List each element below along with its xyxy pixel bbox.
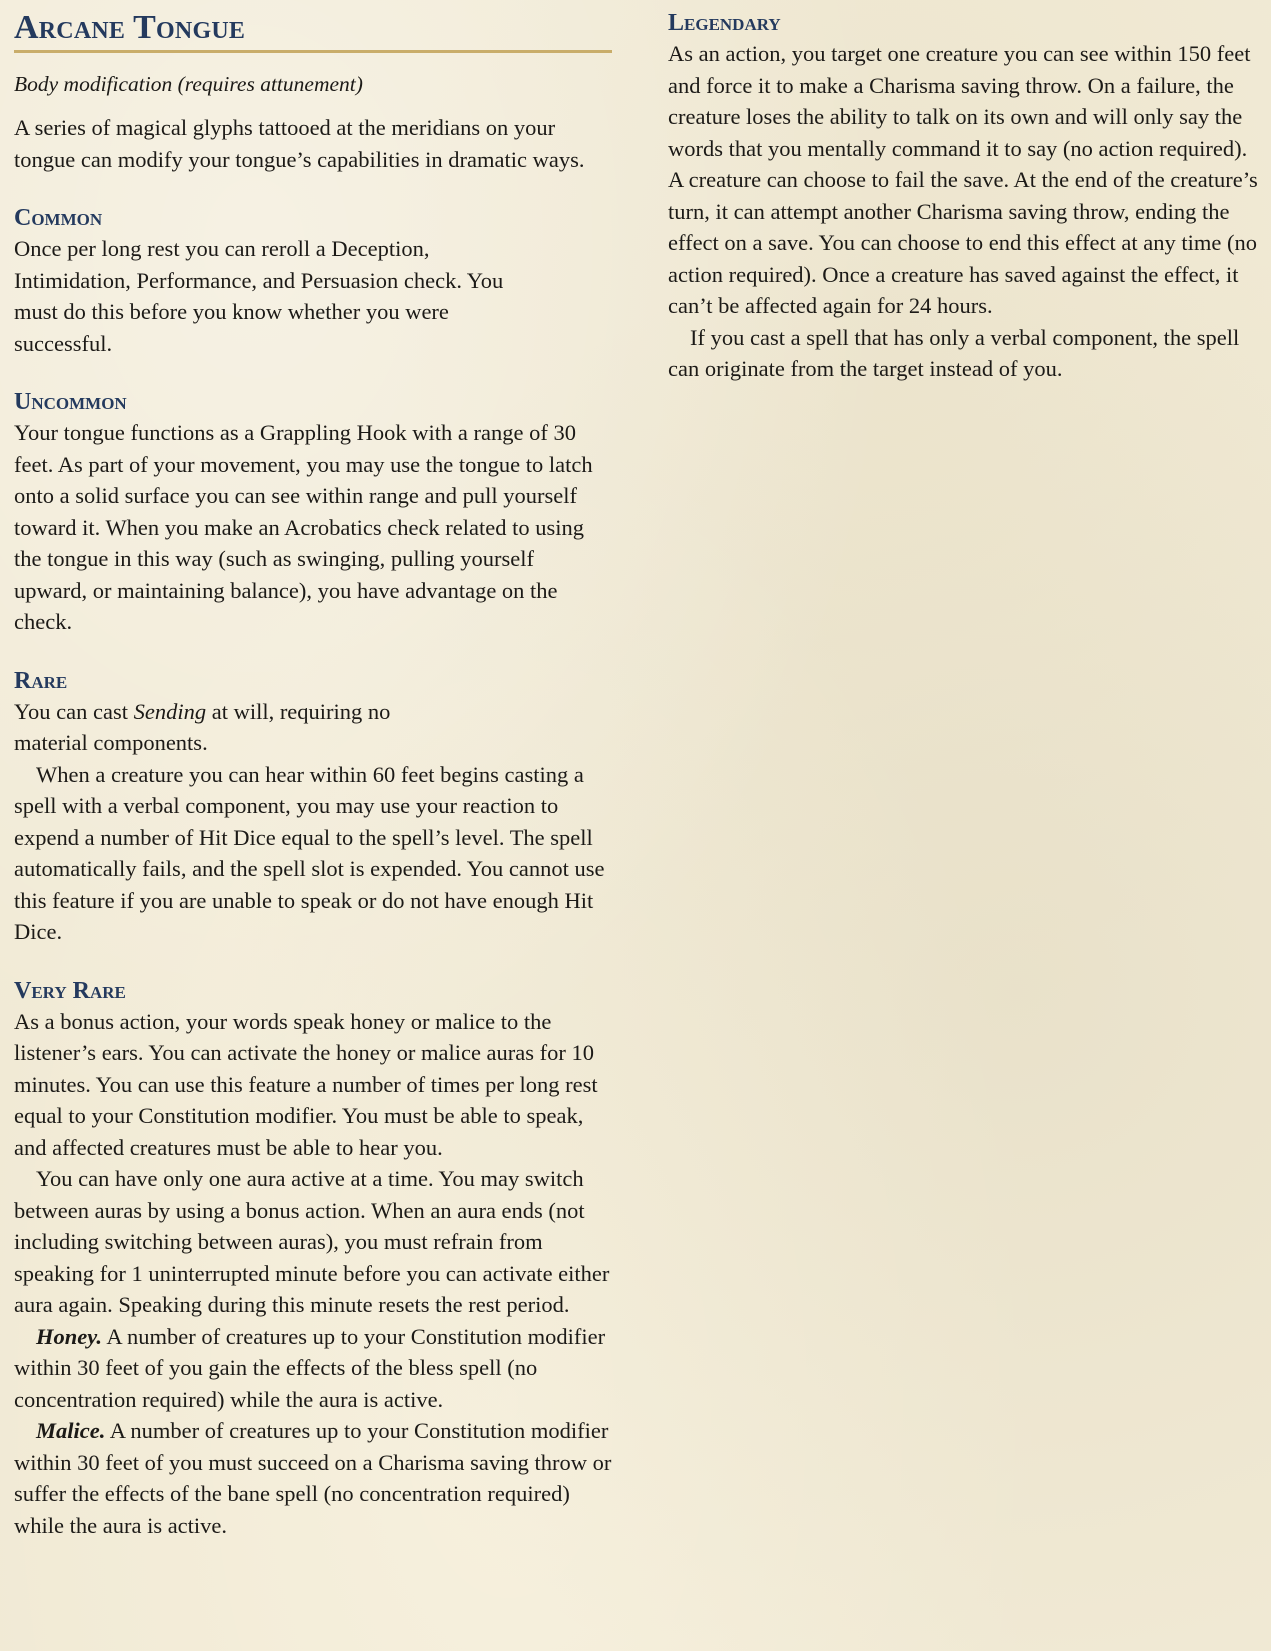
section-heading-common: Common [14, 205, 103, 231]
honey-term: Honey. [36, 1323, 103, 1349]
honey-text: A number of creatures up to your Constitution modifier within 30 feet of you gain the effects of the bless spell (no concentration required) while the aura is active. [14, 1323, 606, 1412]
uncommon-paragraph: Your tongue functions as a Grappling Hook with a range of 30 feet. As part of your movement, you may use the tongue to latch onto a solid surface you can see within range and pull yourself toward it. When you make an Acrobatics check related to using the tongue in this way (such as swinging, pulling yourself upward, or maintaining balance), you have advantage on the check. [14, 420, 593, 634]
right-column [668, 0, 1266, 385]
section-heading-legendary: Legendary [668, 10, 781, 36]
malice-aura-paragraph [14, 1415, 612, 1541]
malice-text: A number of creatures up to your Constitution modifier within 30 feet of you must succeed on a Charisma saving throw or suffer the effects of the bane spell (no concentration required) while the aura is active. [14, 1418, 612, 1538]
sending-spell-name: Sending [133, 698, 207, 724]
malice-term: Malice. [36, 1418, 106, 1443]
common-paragraph: Once per long rest you can reroll a Deception, Intimidation, Performance, and Persuasion check. You must do this before you know whether you were successful. [14, 236, 504, 356]
very-rare-paragraph-2: You can have only one aura active at a time. You may switch between auras by using a bonus action. When an aura ends (not including switching between auras), you must refrain from speaking for 1 uninterrupted minute before you can activate either aura again. Speaking during this minute resets the rest period. [14, 1166, 610, 1317]
section-heading-rare: Rare [14, 667, 68, 694]
left-column [14, 0, 612, 1541]
item-subtitle: Body modification (requires attunement) [14, 72, 363, 96]
rare-paragraph-2: When a creature you can hear within 60 feet begins casting a spell with a verbal component, you may use your reaction to expend a number of Hit Dice equal to the spell’s level. The spell automatically fails, and the spell slot is expended. You cannot use this feature if you are unable to speak or do not have enough Hit Dice. [14, 761, 605, 944]
section-legendary [668, 8, 1266, 385]
rare-paragraph-1 [14, 696, 434, 759]
section-common [14, 203, 612, 359]
rare-text-before: You can cast [14, 698, 134, 724]
section-heading-very-rare: Very Rare [14, 977, 126, 1004]
section-very-rare [14, 976, 612, 1542]
legendary-paragraph-1: As an action, you target one creature you can see within 150 feet and force it to make a Charisma saving throw. On a failure, the creature loses the ability to talk on its own and will only say the words that you mentally command it to say (no action required). A creature can choose to fail the save. At the end of the creature’s turn, it can attempt another Charisma saving throw, ending the effect on a save. You can choose to end this effect at any time (no action required). Once a creature has saved against the effect, it can’t be affected again for 24 hours. [668, 41, 1258, 318]
section-uncommon [14, 387, 612, 638]
item-intro: A series of magical glyphs tattooed at the meridians on your tongue can modify your tongue’s capabilities in dramatic ways. [14, 115, 585, 172]
very-rare-paragraph-1: As a bonus action, your words speak honey or malice to the listener’s ears. You can activate the honey or malice auras for 10 minutes. You can use this feature a number of times per long rest equal to your Constitution modifier. You must be able to speak, and affected creatures must be able to hear you. [14, 1008, 598, 1160]
item-title: Arcane Tongue [14, 10, 612, 53]
rare-text-after: at will, requiring no material components. [14, 698, 391, 755]
section-rare [14, 666, 612, 948]
legendary-paragraph-2: If you cast a spell that has only a verbal component, the spell can originate from the target instead of you. [668, 324, 1240, 381]
honey-aura-paragraph [14, 1321, 612, 1416]
section-heading-uncommon: Uncommon [14, 389, 127, 415]
